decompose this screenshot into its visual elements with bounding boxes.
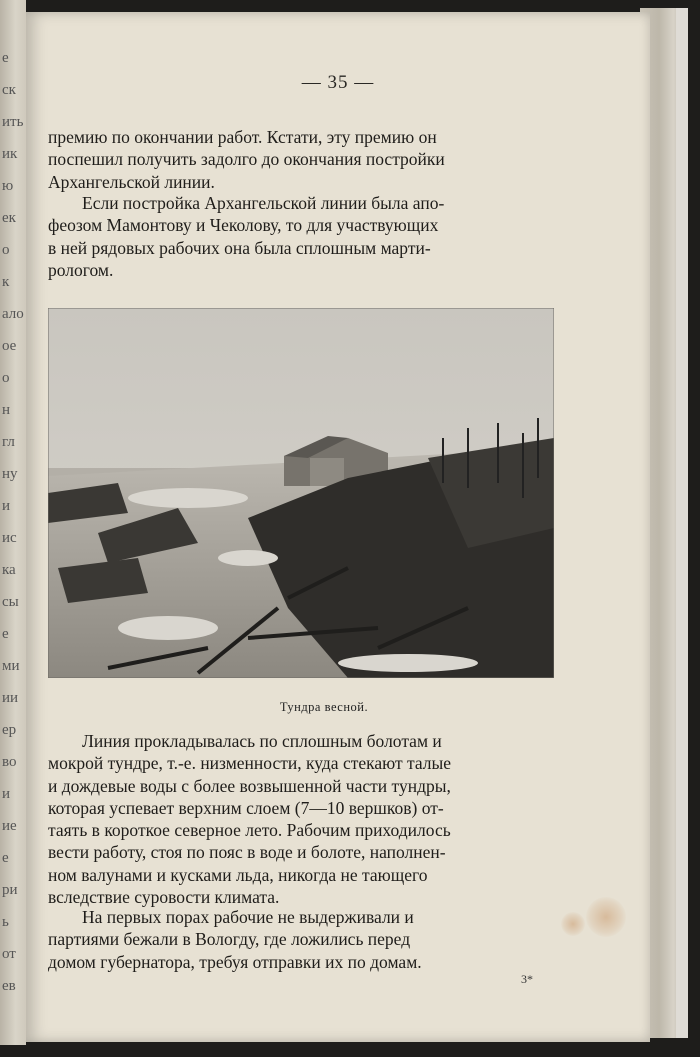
text-line: премию по окончании работ. Кстати, эту премию он xyxy=(48,127,437,147)
text-line: которая успевает верхним слоем (7—10 вершков) от- xyxy=(48,797,444,818)
text-line: вследствие суровости климата. xyxy=(48,887,280,908)
previous-page-fragment: ь xyxy=(2,914,9,930)
previous-page-fragment: ер xyxy=(2,722,17,738)
previous-page-fragment: е xyxy=(2,626,9,642)
previous-page-fragment: гл xyxy=(2,434,15,450)
previous-page-fragment: и xyxy=(2,498,11,514)
paragraph-3 xyxy=(48,730,582,908)
text-line: в ней рядовых рабочих она была сплошным марти- xyxy=(48,237,431,258)
page-stain xyxy=(586,897,626,937)
text-line: и дождевые воды с более возвышенной части тундры, xyxy=(48,775,451,796)
text-line: партиями бежали в Вологду, где ложились перед xyxy=(48,929,411,950)
page-number: — 35 — xyxy=(301,72,375,93)
text-line: мокрой тундре, т.-е. низменности, куда стекают талые xyxy=(48,753,452,774)
photo-caption: Тундра весной. xyxy=(279,700,369,714)
previous-page-fragment: ие xyxy=(2,818,17,834)
book-page xyxy=(26,12,650,1042)
previous-page-fragment: о xyxy=(2,242,10,258)
text-line: Архангельской линии. xyxy=(48,171,215,192)
previous-page-fragment: е xyxy=(2,50,9,66)
paragraph-4 xyxy=(48,906,582,973)
previous-page-fragment: ск xyxy=(2,82,16,98)
previous-page-fragment: н xyxy=(2,402,11,418)
previous-page-fragment: ое xyxy=(2,338,17,354)
previous-page-fragment: ис xyxy=(2,530,17,546)
previous-page-fragment: о xyxy=(2,370,10,386)
text-line: Если постройка Архангельской линии была апо- xyxy=(82,193,445,213)
previous-page-fragment: и xyxy=(2,786,11,802)
previous-page-fragment: ну xyxy=(2,466,18,482)
previous-page-fragment: ев xyxy=(2,978,16,994)
previous-page-fragment: е xyxy=(2,850,9,866)
paragraph-2 xyxy=(48,192,582,281)
previous-page-fragment: ми xyxy=(2,658,20,674)
previous-page-fragment: во xyxy=(2,754,17,770)
previous-page-fragment: ка xyxy=(2,562,16,578)
previous-page-fragment: ить xyxy=(2,114,24,130)
previous-page-fragment: сы xyxy=(2,594,19,610)
text-line: феозом Мамонтову и Чеколову, то для участвующих xyxy=(48,215,439,236)
previous-page-fragment: от xyxy=(2,946,16,962)
text-line: домом губернатора, требуя отправки их по домам. xyxy=(48,951,422,972)
previous-page-edge xyxy=(0,0,26,1045)
tundra-photo xyxy=(48,308,554,678)
tundra-photo-image xyxy=(48,308,554,678)
previous-page-fragment: ии xyxy=(2,690,19,706)
previous-page-fragment: ри xyxy=(2,882,18,898)
paragraph-1 xyxy=(48,126,582,193)
text-line: рологом. xyxy=(48,259,114,280)
text-line: ном валунами и кусками льда, никогда не тающего xyxy=(48,864,428,885)
text-line: вести работу, стоя по пояс в воде и болоте, наполнен- xyxy=(48,842,446,863)
signature-mark: 3* xyxy=(521,972,533,986)
text-line: поспешил получить задолго до окончания постройки xyxy=(48,149,445,170)
previous-page-fragment: ю xyxy=(2,178,14,194)
previous-page-fragment: ало xyxy=(2,306,24,322)
text-line: Линия прокладывалась по сплошным болотам и xyxy=(82,731,442,751)
previous-page-fragment: ек xyxy=(2,210,16,226)
previous-page-fragment: к xyxy=(2,274,10,290)
page-stain xyxy=(561,912,585,936)
previous-page-fragment: ик xyxy=(2,146,18,162)
text-line: На первых порах рабочие не выдерживали и xyxy=(82,907,414,927)
text-line: таять в короткое северное лето. Рабочим приходилось xyxy=(48,820,451,841)
